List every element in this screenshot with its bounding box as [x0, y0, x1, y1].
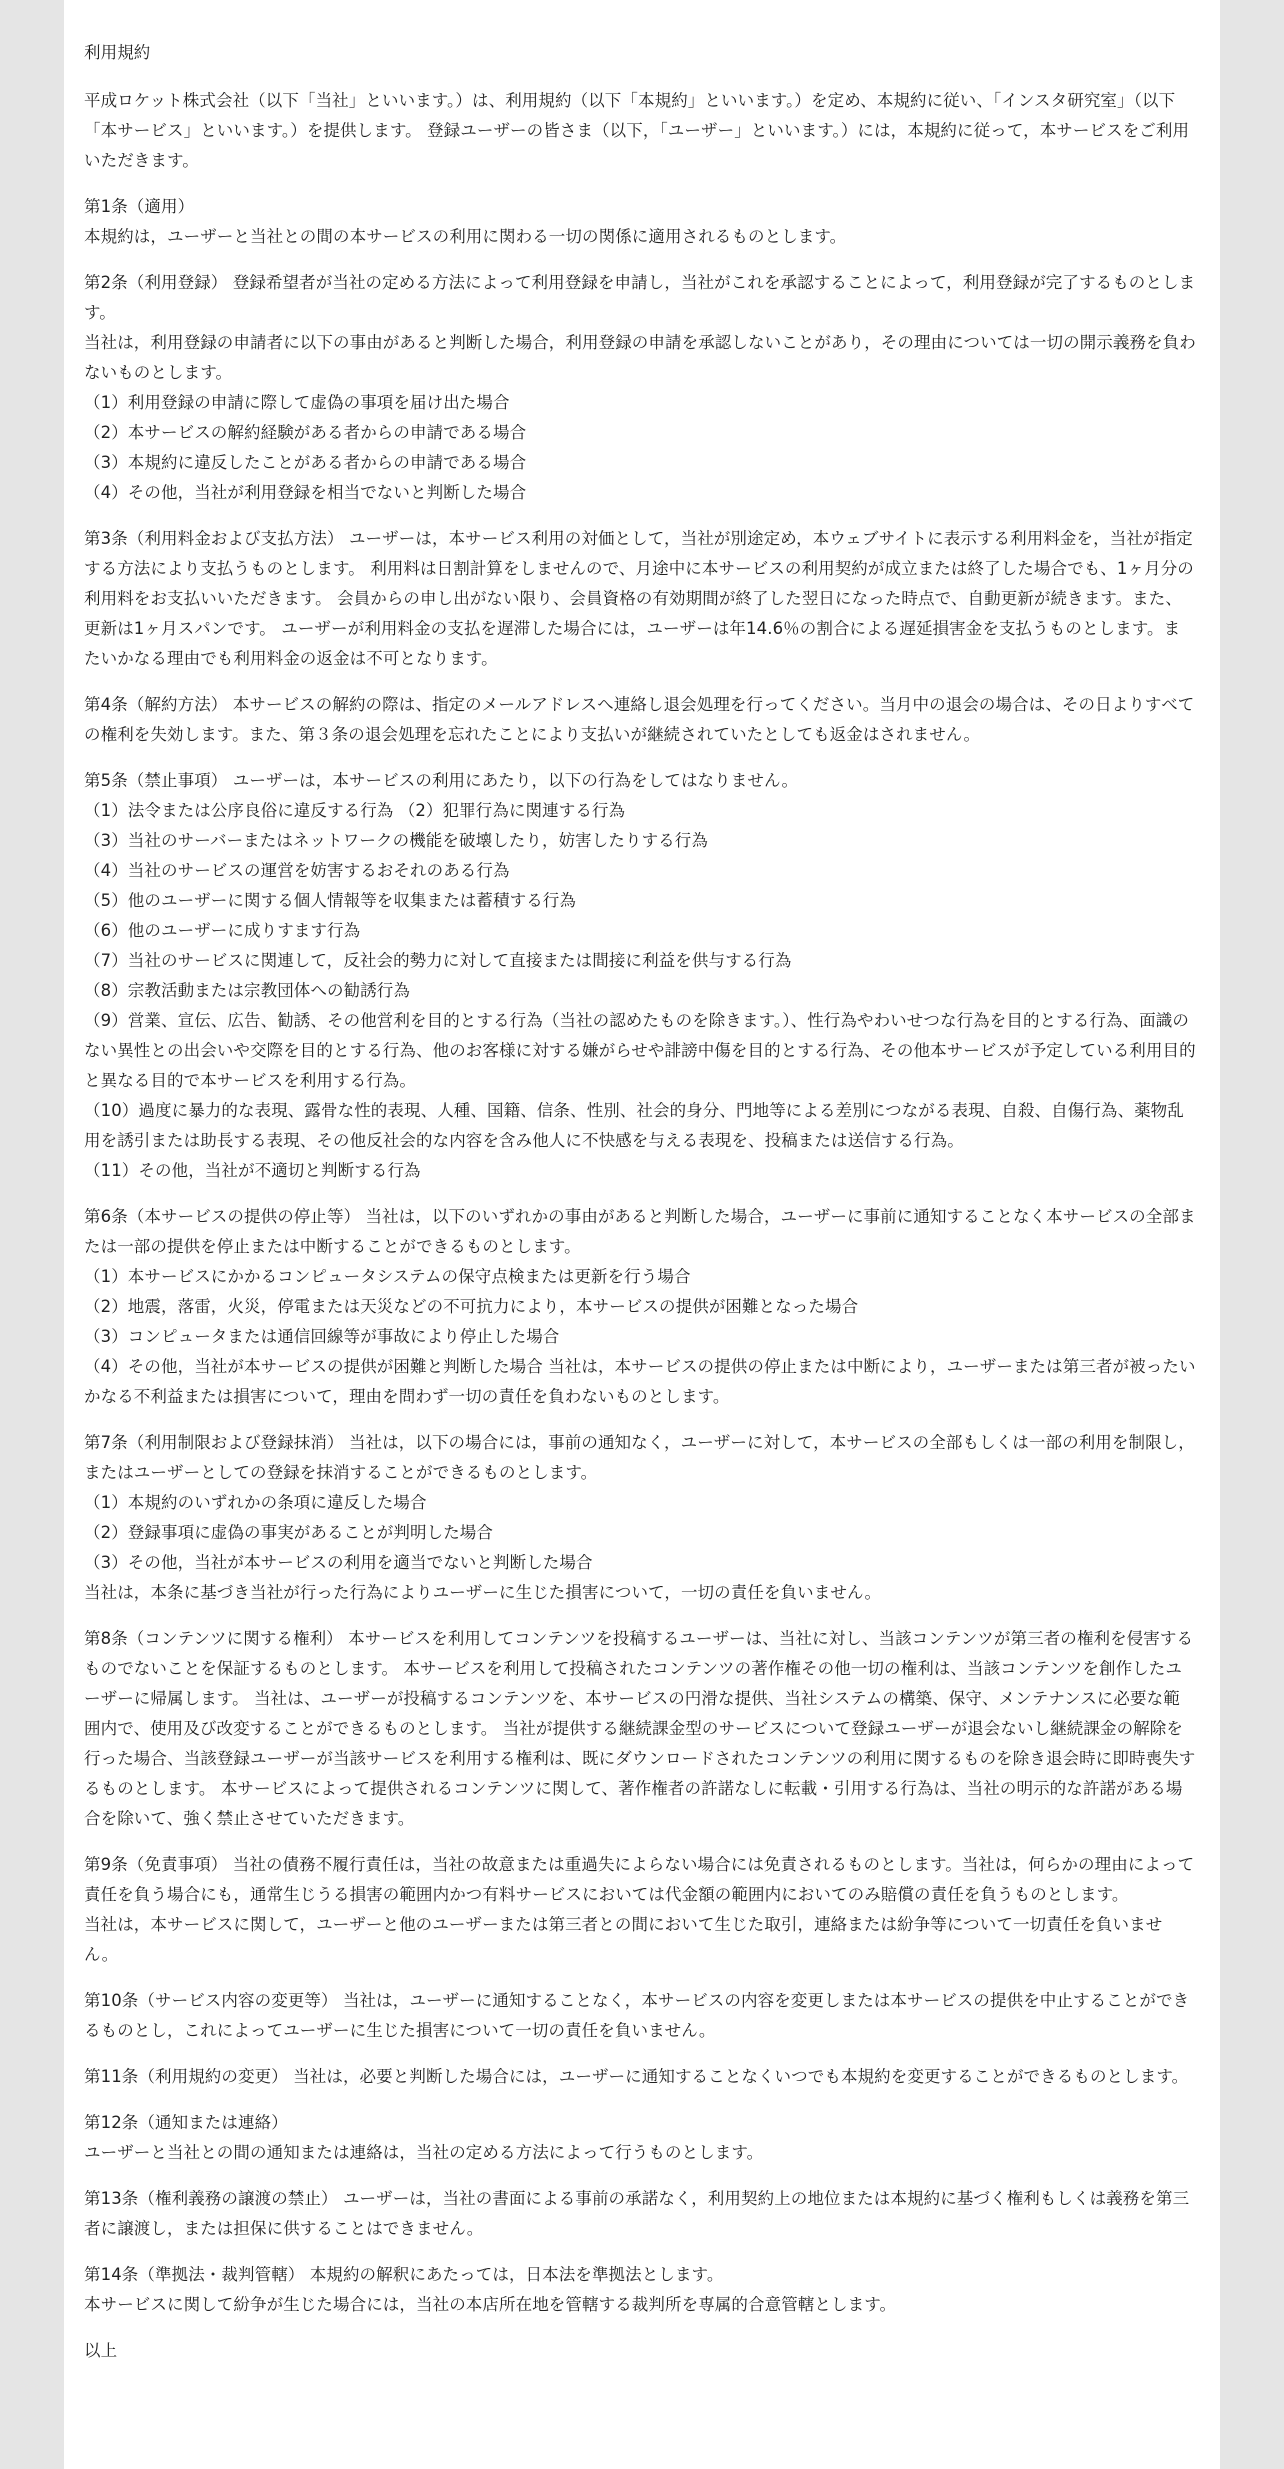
- article-heading: 第4条（解約方法） 本サービスの解約の際は、指定のメールアドレスへ連絡し退会処理を行ってください。当月中の退会の場合は、その日よりすべての権利を失効します。また、第３条の退会処理を忘れたことにより支払いが継続されていたとしても返金はされません。: [84, 695, 1195, 744]
- article-item: （10）過度に暴力的な表現、露骨な性的表現、人種、国籍、信条、性別、社会的身分、門地等による差別につながる表現、自殺、自傷行為、薬物乱用を誘引または助長する表現、その他反社会的な内容を含み他人に不快感を与える表現を、投稿または送信する行為。: [84, 1101, 1184, 1150]
- article-line: 本サービスに関して紛争が生じた場合には，当社の本店所在地を管轄する裁判所を専属的合意管轄とします。: [84, 2295, 897, 2314]
- article-item: （2）本サービスの解約経験がある者からの申請である場合: [84, 423, 527, 442]
- article-item: （3）その他，当社が本サービスの利用を適当でないと判断した場合: [84, 1553, 593, 1572]
- article-9: [84, 1850, 1196, 1970]
- article-12: [84, 2108, 1196, 2168]
- document-sheet: [64, 0, 1220, 2469]
- article-heading: 第10条（サービス内容の変更等） 当社は，ユーザーに通知することなく，本サービスの内容を変更しまたは本サービスの提供を中止することができるものとし，これによってユーザーに生じた損害について一切の責任を負いません。: [84, 1991, 1190, 2040]
- article-line: 当社は，利用登録の申請者に以下の事由があると判断した場合，利用登録の申請を承認しないことがあり，その理由については一切の開示義務を負わないものとします。: [84, 333, 1196, 382]
- article-item: （8）宗教活動または宗教団体への勧誘行為: [84, 981, 410, 1000]
- article-item: （1）本サービスにかかるコンピュータシステムの保守点検または更新を行う場合: [84, 1267, 691, 1286]
- article-item: （11）その他，当社が不適切と判断する行為: [84, 1161, 421, 1180]
- page-title: 利用規約: [84, 43, 151, 62]
- article-heading: 第11条（利用規約の変更） 当社は，必要と判断した場合には，ユーザーに通知することなくいつでも本規約を変更することができるものとします。: [84, 2067, 1189, 2086]
- article-heading: 第1条（適用）: [84, 197, 195, 216]
- article-heading: 第12条（通知または連絡）: [84, 2113, 288, 2132]
- article-item: （1）法令または公序良俗に違反する行為 （2）犯罪行為に関連する行為: [84, 801, 626, 820]
- intro-paragraph: 平成ロケット株式会社（以下「当社」といいます。）は、利用規約（以下「本規約」といいます。）を定め、本規約に従い、「インスタ研究室」（以下「本サービス」といいます。）を提供します。 登録ユーザーの皆さま（以下，「ユーザー」といいます。）には，本規約に従って，本サービスをご利用いただきます。: [84, 91, 1190, 170]
- article-3: [84, 524, 1196, 674]
- article-line: 本規約は，ユーザーと当社との間の本サービスの利用に関わる一切の関係に適用されるものとします。: [84, 227, 847, 246]
- article-item: （1）本規約のいずれかの条項に違反した場合: [84, 1493, 427, 1512]
- article-heading: 第14条（準拠法・裁判管轄） 本規約の解釈にあたっては，日本法を準拠法とします。: [84, 2265, 724, 2284]
- article-heading: 第8条（コンテンツに関する権利） 本サービスを利用してコンテンツを投稿するユーザーは、当社に対し、当該コンテンツが第三者の権利を侵害するものでないことを保証するものとします。 本サービスを利用して投稿されたコンテンツの著作権その他一切の権利は、当該コンテンツを創作したユーザーに帰属します。 当社は、ユーザーが投稿するコンテンツを、本サービスの円滑な提供、当社システムの構築、保守、メンテナンスに必要な範囲内で、使用及び改変することができるものとします。 当社が提供する継続課金型のサービスについて登録ユーザーが退会ないし継続課金の解除を行った場合、当該登録ユーザーが当該サービスを利用する権利は、既にダウンロードされたコンテンツの利用に関するものを除き退会時に即時喪失するものとします。 本サービスによって提供されるコンテンツに関して、著作権者の許諾なしに転載・引用する行為は、当社の明示的な許諾がある場合を除いて、強く禁止させていただきます。: [84, 1629, 1196, 1828]
- article-item: （3）当社のサーバーまたはネットワークの機能を破壊したり，妨害したりする行為: [84, 831, 708, 850]
- article-heading: 第7条（利用制限および登録抹消） 当社は，以下の場合には，事前の通知なく，ユーザーに対して，本サービスの全部もしくは一部の利用を制限し，またはユーザーとしての登録を抹消することができるものとします。: [84, 1433, 1195, 1482]
- article-2: [84, 268, 1196, 508]
- article-5: [84, 766, 1196, 1186]
- article-13: [84, 2184, 1196, 2244]
- article-line: 当社は，本サービスに関して，ユーザーと他のユーザーまたは第三者との間において生じた取引，連絡または紛争等について一切責任を負いません。: [84, 1915, 1163, 1964]
- article-heading: 第6条（本サービスの提供の停止等） 当社は，以下のいずれかの事由があると判断した場合，ユーザーに事前に通知することなく本サービスの全部または一部の提供を停止または中断することができるものとします。: [84, 1207, 1196, 1256]
- article-11: [84, 2062, 1196, 2092]
- article-item: （2）地震，落雷，火災，停電または天災などの不可抗力により，本サービスの提供が困難となった場合: [84, 1297, 859, 1316]
- terms-content: [84, 38, 1196, 2366]
- article-heading: 第5条（禁止事項） ユーザーは，本サービスの利用にあたり，以下の行為をしてはなりません。: [84, 771, 799, 790]
- article-item: （5）他のユーザーに関する個人情報等を収集または蓄積する行為: [84, 891, 576, 910]
- article-4: [84, 690, 1196, 750]
- article-heading: 第13条（権利義務の譲渡の禁止） ユーザーは，当社の書面による事前の承諾なく，利用契約上の地位または本規約に基づく権利もしくは義務を第三者に譲渡し，または担保に供することはできません。: [84, 2189, 1190, 2238]
- article-item: （1）利用登録の申請に際して虚偽の事項を届け出た場合: [84, 393, 510, 412]
- article-10: [84, 1986, 1196, 2046]
- article-heading: 第9条（免責事項） 当社の債務不履行責任は，当社の故意または重過失によらない場合には免責されるものとします。当社は，何らかの理由によって責任を負う場合にも，通常生じうる損害の範囲内かつ有料サービスにおいては代金額の範囲内においてのみ賠償の責任を負うものとします。: [84, 1855, 1195, 1904]
- article-6: [84, 1202, 1196, 1412]
- article-item: （2）登録事項に虚偽の事実があることが判明した場合: [84, 1523, 493, 1542]
- article-item: （3）コンピュータまたは通信回線等が事故により停止した場合: [84, 1327, 560, 1346]
- closing-text: 以上: [84, 2341, 118, 2360]
- article-line: ユーザーと当社との間の通知または連絡は，当社の定める方法によって行うものとします。: [84, 2143, 764, 2162]
- article-1: [84, 192, 1196, 252]
- article-item: （3）本規約に違反したことがある者からの申請である場合: [84, 453, 527, 472]
- article-item: （4）その他，当社が利用登録を相当でないと判断した場合: [84, 483, 527, 502]
- article-item: （9）営業、宣伝、広告、勧誘、その他営利を目的とする行為（当社の認めたものを除きます。）、性行為やわいせつな行為を目的とする行為、面識のない異性との出会いや交際を目的とする行為、他のお客様に対する嫌がらせや誹謗中傷を目的とする行為、その他本サービスが予定している利用目的と異なる目的で本サービスを利用する行為。: [84, 1011, 1196, 1090]
- article-item: （7）当社のサービスに関連して，反社会的勢力に対して直接または間接に利益を供与する行為: [84, 951, 792, 970]
- article-line: 当社は，本条に基づき当社が行った行為によりユーザーに生じた損害について，一切の責任を負いません。: [84, 1583, 882, 1602]
- article-item: （4）その他，当社が本サービスの提供が困難と判断した場合 当社は，本サービスの提供の停止または中断により，ユーザーまたは第三者が被ったいかなる不利益または損害について，理由を問わず一切の責任を負わないものとします。: [84, 1357, 1196, 1406]
- article-8: [84, 1624, 1196, 1834]
- article-14: [84, 2260, 1196, 2320]
- article-heading: 第3条（利用料金および支払方法） ユーザーは，本サービス利用の対価として，当社が別途定め，本ウェブサイトに表示する利用料金を，当社が指定する方法により支払うものとします。 利用料は日割計算をしませんので、月途中に本サービスの利用契約が成立または終了した場合でも、1ヶ月分の利用料をお支払いいただきます。 会員からの申し出がない限り、会員資格の有効期間が終了した翌日になった時点で、自動更新が続きます。また、更新は1ヶ月スパンです。 ユーザーが利用料金の支払を遅滞した場合には，ユーザーは年14.6％の割合による遅延損害金を支払うものとします。またいかなる理由でも利用料金の返金は不可となります。: [84, 529, 1194, 668]
- article-item: （6）他のユーザーに成りすます行為: [84, 921, 361, 940]
- article-7: [84, 1428, 1196, 1608]
- article-item: （4）当社のサービスの運営を妨害するおそれのある行為: [84, 861, 510, 880]
- article-heading: 第2条（利用登録） 登録希望者が当社の定める方法によって利用登録を申請し，当社がこれを承認することによって，利用登録が完了するものとします。: [84, 273, 1196, 322]
